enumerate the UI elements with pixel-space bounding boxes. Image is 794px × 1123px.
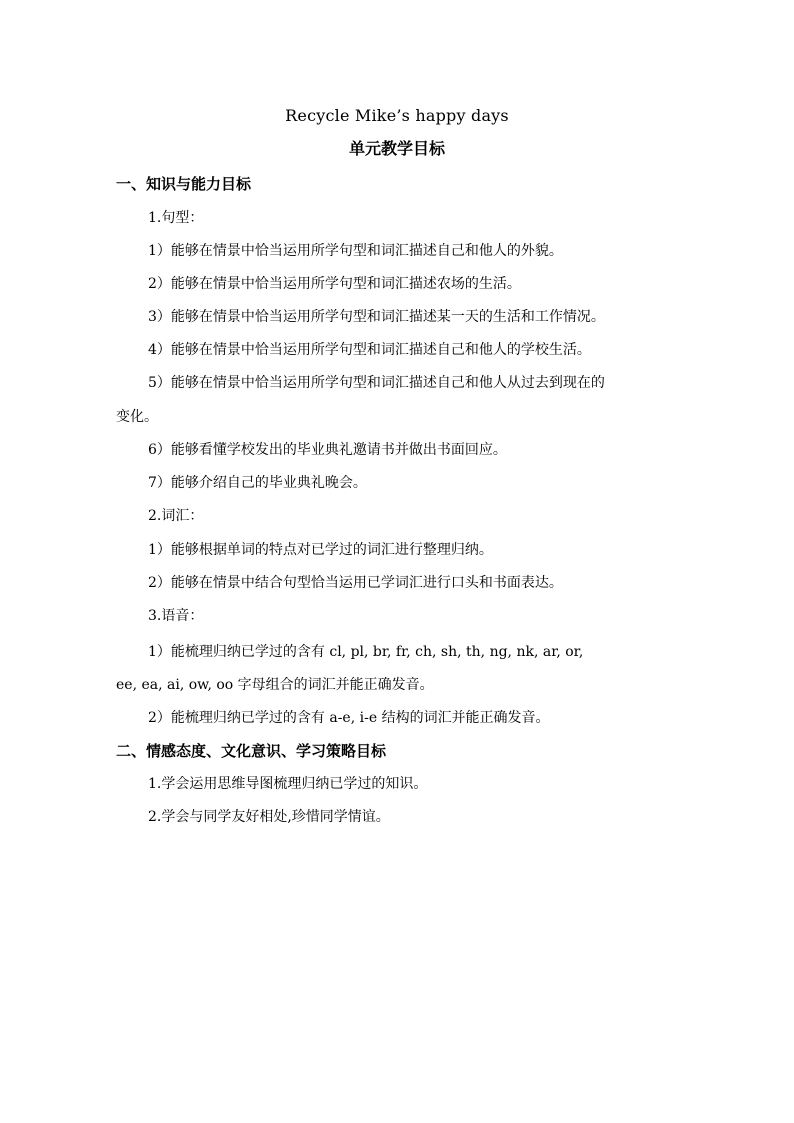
sentence-item: 1）能够在情景中恰当运用所学句型和词汇描述自己和他人的外貌。: [148, 243, 563, 259]
vocabulary-item: 1）能够根据单词的特点对已学过的词汇进行整理归纳。: [148, 542, 493, 558]
attitude-item: 1.学会运用思维导图梳理归纳已学过的知识。: [148, 776, 428, 792]
document-title: Recycle Mike’s happy days: [285, 106, 509, 125]
sentence-item: 6）能够看懂学校发出的毕业典礼邀请书并做出书面回应。: [148, 442, 507, 458]
sentence-item: 2）能够在情景中恰当运用所学句型和词汇描述农场的生活。: [148, 276, 521, 292]
section-heading-knowledge: 一、知识与能力目标: [116, 175, 252, 193]
sentence-item: 3）能够在情景中恰当运用所学句型和词汇描述某一天的生活和工作情况。: [148, 309, 605, 325]
sentence-item: 4）能够在情景中恰当运用所学句型和词汇描述自己和他人的学校生活。: [148, 342, 591, 358]
sentence-pattern-label: 1.句型：: [148, 210, 204, 226]
phonics-item: 1）能梳理归纳已学过的含有 cl, pl, br, fr, ch, sh, th, ng, nk, ar, or,: [148, 644, 584, 660]
sentence-item: 7）能够介绍自己的毕业典礼晚会。: [148, 475, 367, 491]
section-heading-attitude: 二、情感态度、文化意识、学习策略目标: [116, 742, 387, 760]
sentence-item-continued: 变化。: [116, 409, 158, 425]
vocabulary-label: 2.词汇：: [148, 508, 204, 524]
phonics-item-continued: ee, ea, ai, ow, oo 字母组合的词汇并能正确发音。: [116, 677, 434, 693]
phonics-label: 3.语音：: [148, 608, 204, 624]
attitude-item: 2.学会与同学友好相处,珍惜同学情谊。: [148, 809, 390, 825]
sentence-item: 5）能够在情景中恰当运用所学句型和词汇描述自己和他人从过去到现在的: [148, 375, 605, 391]
vocabulary-item: 2）能够在情景中结合句型恰当运用已学词汇进行口头和书面表达。: [148, 575, 563, 591]
document-subtitle: 单元教学目标: [348, 139, 445, 158]
phonics-item: 2）能梳理归纳已学过的含有 a-e, i-e 结构的词汇并能正确发音。: [148, 710, 550, 726]
